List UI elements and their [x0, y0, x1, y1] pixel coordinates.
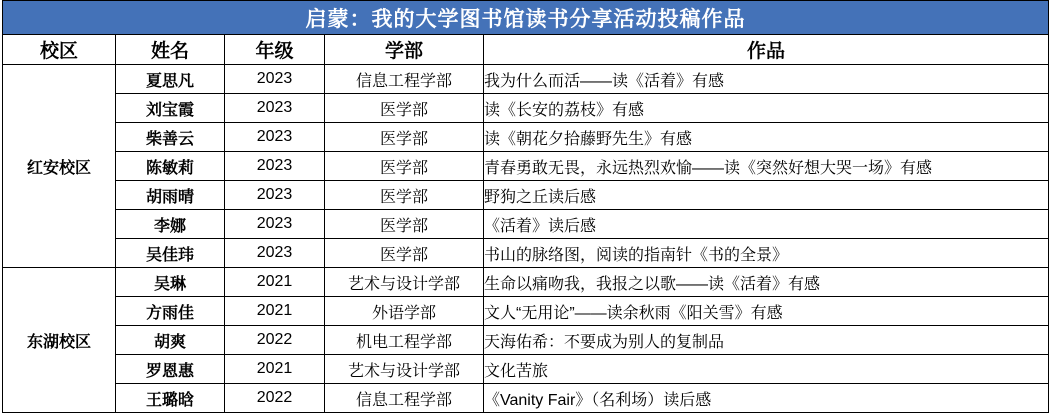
department-cell: 外语学部 — [325, 297, 484, 326]
table-row — [3, 181, 1049, 210]
name-cell: 吴琳 — [116, 268, 225, 297]
work-cell: 书山的脉络图，阅读的指南针《书的全景》 — [484, 239, 1049, 268]
campus-cell: 红安校区 — [3, 65, 116, 268]
column-header-year: 年级 — [225, 35, 325, 65]
department-cell: 医学部 — [325, 181, 484, 210]
work-cell: 文人“无用论”——读余秋雨《阳关雪》有感 — [484, 297, 1049, 326]
department-cell: 医学部 — [325, 94, 484, 123]
department-cell: 艺术与设计学部 — [325, 355, 484, 384]
table-header-row — [3, 35, 1049, 65]
year-cell: 2022 — [225, 326, 325, 355]
department-cell: 医学部 — [325, 210, 484, 239]
department-cell: 医学部 — [325, 152, 484, 181]
table-row — [3, 123, 1049, 152]
column-header-department: 学部 — [325, 35, 484, 65]
year-cell: 2023 — [225, 210, 325, 239]
name-cell: 刘宝霞 — [116, 94, 225, 123]
year-cell: 2021 — [225, 268, 325, 297]
campus-cell: 东湖校区 — [3, 268, 116, 413]
table-row — [3, 355, 1049, 384]
submission-table — [2, 0, 1049, 413]
name-cell: 方雨佳 — [116, 297, 225, 326]
year-cell: 2023 — [225, 181, 325, 210]
name-cell: 胡雨晴 — [116, 181, 225, 210]
table-row — [3, 210, 1049, 239]
column-header-campus: 校区 — [3, 35, 116, 65]
name-cell: 陈敏莉 — [116, 152, 225, 181]
year-cell: 2023 — [225, 152, 325, 181]
name-cell: 吴佳玮 — [116, 239, 225, 268]
table-row — [3, 268, 1049, 297]
name-cell: 柴善云 — [116, 123, 225, 152]
table-row — [3, 152, 1049, 181]
table-title-row — [3, 1, 1049, 35]
name-cell: 胡爽 — [116, 326, 225, 355]
work-cell: 野狗之丘读后感 — [484, 181, 1049, 210]
work-cell: 读《朝花夕拾藤野先生》有感 — [484, 123, 1049, 152]
work-cell: 《Vanity Fair》（名利场）读后感 — [484, 384, 1049, 413]
work-cell: 天海佑希：不要成为别人的复制品 — [484, 326, 1049, 355]
year-cell: 2023 — [225, 94, 325, 123]
column-header-name: 姓名 — [116, 35, 225, 65]
department-cell: 艺术与设计学部 — [325, 268, 484, 297]
table-row — [3, 65, 1049, 94]
work-cell: 青春勇敢无畏，永远热烈欢愉——读《突然好想大哭一场》有感 — [484, 152, 1049, 181]
work-cell: 读《长安的荔枝》有感 — [484, 94, 1049, 123]
name-cell: 李娜 — [116, 210, 225, 239]
name-cell: 夏思凡 — [116, 65, 225, 94]
year-cell: 2023 — [225, 65, 325, 94]
year-cell: 2023 — [225, 239, 325, 268]
table-row — [3, 94, 1049, 123]
work-cell: 《活着》读后感 — [484, 210, 1049, 239]
year-cell: 2023 — [225, 123, 325, 152]
table-row — [3, 239, 1049, 268]
department-cell: 信息工程学部 — [325, 65, 484, 94]
department-cell: 机电工程学部 — [325, 326, 484, 355]
department-cell: 信息工程学部 — [325, 384, 484, 413]
year-cell: 2021 — [225, 355, 325, 384]
work-cell: 生命以痛吻我，我报之以歌——读《活着》有感 — [484, 268, 1049, 297]
name-cell: 王璐晗 — [116, 384, 225, 413]
name-cell: 罗恩惠 — [116, 355, 225, 384]
column-header-work: 作品 — [484, 35, 1049, 65]
work-cell: 我为什么而活——读《活着》有感 — [484, 65, 1049, 94]
table-row — [3, 326, 1049, 355]
work-cell: 文化苦旅 — [484, 355, 1049, 384]
table-row — [3, 297, 1049, 326]
year-cell: 2021 — [225, 297, 325, 326]
year-cell: 2022 — [225, 384, 325, 413]
department-cell: 医学部 — [325, 239, 484, 268]
department-cell: 医学部 — [325, 123, 484, 152]
page-title: 启蒙：我的大学图书馆读书分享活动投稿作品 — [3, 1, 1049, 35]
table-row — [3, 384, 1049, 413]
